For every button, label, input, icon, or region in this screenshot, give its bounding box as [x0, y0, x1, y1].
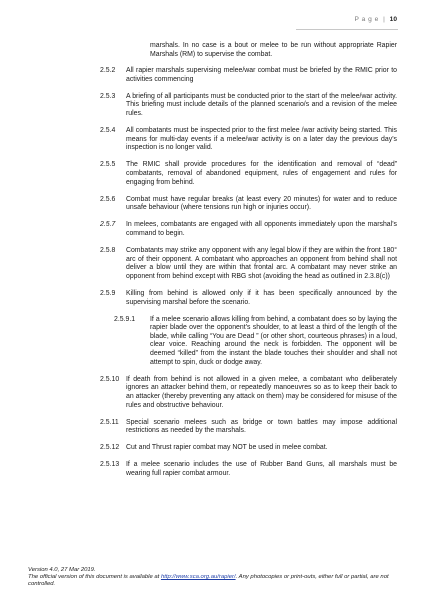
clause-text: All rapier marshals supervising melee/war combat must be briefed by the RMIC prior to activities commencing [126, 67, 397, 83]
clause-text: Cut and Thrust rapier combat may NOT be used in melee combat. [126, 444, 328, 452]
subclause-2-5-9-1 [0, 316, 423, 368]
clause-2-5-11 [0, 419, 423, 436]
clause-text: All combatants must be inspected prior to the first melee /war activity being started. This means for multi-day events if a melee/war activity is on a later day the previous day’s inspection is no longer valid. [126, 127, 397, 152]
clause-number: 2.5.5 [100, 161, 116, 169]
clause-text: Killing from behind is allowed only if it has been specifically announced by the supervising marshal before the scenario. [126, 289, 397, 306]
clause-2-5-8 [0, 247, 423, 281]
clause-text: Combatants may strike any opponent with any legal blow if they are within the front 180° arc of their opponent. A combatant who approaches an opponent from behind shall not deliver a blow until they are within that frontal arc. A combatant may never strike an opponent from behind except with RBG shot (avoiding the head as outlined in 2.3.8(c)) [126, 247, 397, 280]
version-line: Version 4.0, 27 Mar 2019. [28, 567, 96, 573]
clause-2-5-7 [0, 221, 423, 238]
clause-number: 2.5.2 [100, 67, 116, 75]
header-separator: | [383, 16, 386, 23]
official-version-note [28, 574, 398, 588]
clause-2-5-4 [0, 127, 423, 153]
official-suffix: . Any photocopies or print-outs, either full or partial, are not controlled. [28, 574, 389, 588]
clause-text: A briefing of all participants must be conducted prior to the start of the melee/war activity. This briefing must include details of the planned scenario/s and a revision of the melee rules. [126, 92, 397, 118]
page-number: 10 [389, 16, 397, 23]
rapier-link[interactable]: http://www.sca.org.au/rapier/ [160, 574, 236, 581]
clause-number: 2.5.8 [100, 247, 116, 255]
clause-text: In melees, combatants are engaged with all opponents immediately upon the marshal’s command to begin. [126, 221, 397, 237]
clause-number: 2.5.13 [100, 461, 120, 469]
subclause-number: 2.5.9.1 [114, 315, 136, 323]
clause-text: The RMIC shall provide procedures for the identification and removal of “dead” combatants, removal of abandoned equipment, rules of engagement and rules for engaging from behind. [126, 161, 397, 186]
clause-2-5-10 [0, 376, 423, 410]
official-prefix: The official version of this document is available at [28, 574, 161, 581]
document-body [0, 42, 423, 487]
clause-number: 2.5.10 [100, 375, 120, 383]
clause-number: 2.5.3 [100, 92, 116, 100]
clause-text: If a melee scenario includes the use of Rubber Band Guns, all marshals must be wearing full rapier combat armour. [126, 461, 397, 477]
continuation-text: marshals. In no case is a bout or melee to be run without appropriate Rapier Marshals (RM) to supervise the combat. [150, 42, 397, 58]
page-footer [28, 567, 398, 589]
clause-number: 2.5.4 [100, 127, 116, 135]
clause-2-5-6 [0, 196, 423, 213]
clause-2-5-13 [0, 461, 423, 478]
clause-number: 2.5.9 [100, 289, 116, 297]
page-header [354, 16, 397, 23]
clause-2-5-9 [0, 290, 423, 307]
clause-2-5-2 [0, 67, 423, 84]
header-rule [296, 29, 398, 30]
subclause-text: If a melee scenario allows killing from behind, a combatant does so by laying the rapier blade over the opponent’s shoulder, to at least a third of the length of the blade, while calling “You are Dead ” (or other short, courteous phrases) in a loud, clear voice. Reaching around the neck is forbidden. The opponent will be deemed “killed” from the instant the blade touches their shoulder and shall not attempt to spin, duck or dodge away. [150, 315, 397, 366]
clause-2-5-12 [0, 444, 423, 453]
clause-2-5-5 [0, 161, 423, 187]
clause-number: 2.5.7 [100, 221, 116, 229]
clause-number: 2.5.12 [100, 444, 120, 452]
clause-text: If death from behind is not allowed in a given melee, a combatant who deliberately ignores an attacker behind them, or repeatedly manoeuvres so as to keep their back to an attacker (thereby preventing any attack on them) may be considered for misuse of the rules and obstructive behaviour. [126, 375, 397, 409]
clause-2-5-3 [0, 93, 423, 119]
clause-number: 2.5.6 [100, 195, 116, 203]
page-label: P a g e [354, 16, 379, 23]
clause-number: 2.5.11 [100, 418, 119, 426]
clause-text: Special scenario melees such as bridge or town battles may impose additional restrictions as needed by the marshals. [126, 418, 397, 435]
clause-text: Combat must have regular breaks (at least every 20 minutes) for water and to reduce unsafe behaviour (where tensions run high or injuries occur). [126, 195, 397, 212]
